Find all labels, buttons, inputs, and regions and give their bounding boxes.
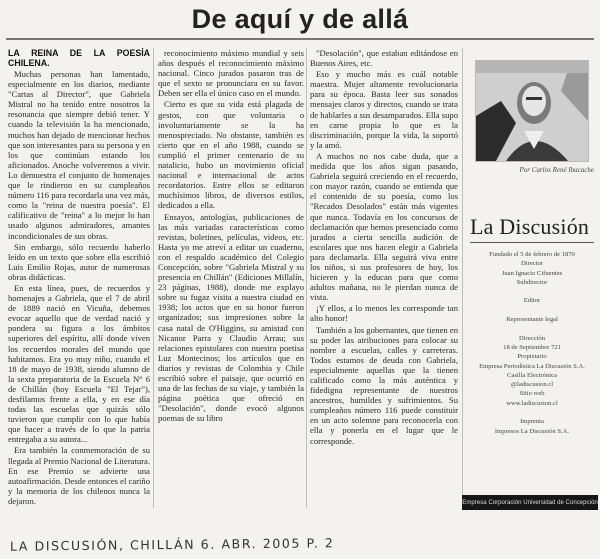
- info-line: Propietario: [517, 353, 547, 361]
- article-column-3: [310, 48, 458, 508]
- headline-rule: [6, 38, 594, 40]
- article-paragraph: Cierto es que su vida está plagada de gestos, con que voluntaria o involuntariamente se la ha menospreciado. No obstante, también es cierto que en el año 1988, cuando se cumplió el primer centenario de su natalicio, hubo un movimiento oficial nacional e internacional de actos recordatorios. Entre ellos se editaron muchísimos libros, de diversos estilos, dedicados a ella.: [158, 99, 304, 211]
- info-line: Representante legal: [506, 316, 558, 324]
- info-line: [468, 287, 596, 296]
- info-line: Dirección: [519, 334, 545, 342]
- info-line: Juan Ignacio Cifuentes: [501, 269, 563, 277]
- info-line: www.ladiscusion.cl: [506, 399, 558, 407]
- article-paragraph: Ensayos, antologías, publicaciones de las más variadas características como revistas, boletines, películas, videos, etc. Hasta yo me atreví a editar un cuaderno, con el respaldo académico del Colegio Concepción, sobre "Gabriela Mistral y su presencia en Chillán" (Ediciones Millalín, 23 páginas, 1988), donde me explayo sobre su fugaz visita a nuestra ciudad en 1938; los actos que en su honor fueron organizados; sus impresiones sobre la casa natal de O'Higgins, su amistad con Nicanor Parra y Claudio Arrau; sus relaciones epistolares con nuestra poetisa Luz Montecinos; los artículos que en diarios y revistas de Colombia y Chile escribió sobre el paisaje, que ocurrió en una de las fechas de su viaje, y también la página poética que ofreció en "Desolación", donde evocó algunos poemas de su libro: [158, 211, 304, 424]
- article-paragraph: "Desolación", que estaban editándose en Buenos Aires, etc.: [310, 48, 458, 69]
- info-line: [468, 306, 596, 315]
- handwritten-source-note: LA DISCUSIÓN, CHILLÁN 6. ABR. 2005 P. 2: [9, 535, 335, 554]
- info-line: [468, 324, 596, 333]
- info-line: Empresa Periodística La Discusión S.A.: [479, 362, 585, 370]
- info-line: Imprenta: [520, 418, 544, 426]
- article-column-2: [158, 48, 304, 508]
- page-headline: De aquí y de allá: [191, 4, 409, 34]
- info-line: [468, 408, 596, 417]
- newspaper-masthead: La Discusión: [470, 214, 590, 239]
- info-line: Fundado el 5 de febrero de 1870: [489, 251, 575, 258]
- info-line: 18 de Septiembre 721: [503, 343, 561, 351]
- author-portrait-image: [475, 60, 589, 162]
- masthead-rule: [470, 242, 594, 243]
- article-paragraph: A muchos no nos cabe duda, que a medida que los años sigan pasando, Gabriela seguirá creciendo en el recuerdo, con mayor razón, cuando se entienda que el contenido de su poesía, como los "Recados Desolados" están más vigentes que nunca. Todavía en los concursos de declamación que hemos presenciado como jurados a cierta sencilla audición de escolares que nos hacen elegir a Gabriela para declamarla. Ella seguirá viva entre los niños, si sus profesores de hoy, los hicieren y la educan para que como adultos mañana, no le pierdan nunca de vista.: [310, 150, 458, 303]
- column-divider: [462, 48, 463, 508]
- article-paragraph: Era también la conmemoración de su llegada al Premio Nacional de Literatura. En ese Premio se advierte una autoafirmación. Desde entonces el cariño y la memoria de los chilenos nunca la dejaron.: [8, 445, 150, 506]
- article-column-1: [8, 48, 150, 508]
- article-paragraph: ¡Y ellos, a lo menos les corresponde tan alto honor!: [310, 303, 458, 324]
- info-line: Editor: [523, 297, 541, 305]
- info-line: Subdirector: [516, 278, 548, 286]
- article-paragraph: reconocimiento máximo mundial y seis años después el reconocimiento máximo nacional. Cinco jurados pasaron tras de que el sexto se pronunciara en su favor. Deben ser ella el único caso en el mundo.: [158, 48, 304, 99]
- article-kicker: LA REINA DE LA POESÍA CHILENA.: [8, 48, 150, 68]
- column-divider: [153, 48, 154, 508]
- info-line: @ladiscusion.cl: [510, 381, 554, 389]
- masthead-info-block: [468, 250, 596, 482]
- article-paragraph: Muchas personas han lamentado, especialmente en los diarios, mediante "Cartas al Director", que Gabriela Mistral no ha tenido entre nosotros la resonancia que siempre debió tener. Y cuando la televisión la ha mencionado, muchos han dejado de mencionar hechos que son interesantes para su persona y en los que continúan estando los aficionados. Anoche volveremos a vivir. Lo demuestra el conjunto de homenajes que le rindieron en su cumpleaños número 116 para recordarla una vez más, como la "reina de nuestra poesía". El calificativo de "reina" a lo mejor lo han usado algunos admiradores, amantes incondicionales de sus obras.: [8, 69, 150, 241]
- photo-caption: Por Carlos René Ibacache: [519, 166, 594, 174]
- article-paragraph: Sin embargo, sólo recuerdo haberlo leído en un texto que sobre ella escribió Luis Emilio Rojas, autor de numerosas obras didácticas.: [8, 241, 150, 282]
- info-line: Director: [521, 260, 543, 268]
- info-line: Sitio web: [519, 390, 545, 398]
- info-line: Impresos La Discusión S.A.: [494, 427, 570, 435]
- portrait-illustration-icon: [476, 61, 588, 161]
- info-line: Casilla Electrónica: [507, 371, 557, 379]
- column-divider: [306, 48, 307, 508]
- article-paragraph: También a los gobernantes, que tienen en su poder las atribuciones para colocar su nombre a escuelas, calles y carreteras. Todos estamos de deuda con Gabriela, especialmente aquellas que la tienen calificado como la más auténtica y fidedigna representante de nuestros ancestros, humildes y sufrimientos. Su cumpleaños número 116 puede constituir en un acto solemne para reconocerla con ella y ponerla en el lugar que le corresponde.: [310, 324, 458, 446]
- publisher-bar: Empresa Corporación Universidad de Concepción: [462, 495, 598, 510]
- article-paragraph: En esta línea, pues, de recuerdos y homenajes a Gabriela, que el 7 de abril de 1889 nació en Vicuña, debemos evocar aquello que de verdad nació y pondera su figura a los ámbitos superiores del espíritu, allí donde viven los recuerdos morales del mundo que habitamos. Era yo muy niño, cuando el 18 de mayo de 1938, siendo alumno de la sexta preparatoria de la Escuela N° 6 de Chillán (hoy Escuela "El Tejar"), desfilamos frente a ella, y en ese día todas las escuelas que quizás sólo tuvieron que cumplir con lo que había que hacer a través de lo que la patria entregaba a su autora...: [8, 282, 150, 445]
- article-paragraph: Eso y mucho más es cuál notable maestra. Mujer altamente revolucionaria para su época. Basta leer sus sonados mensajes claros y directos, cuando se trata de hablarles a sus desamparados. Ella supo en carne propia lo que es la discriminación, porque la vida, la soportó y la amó.: [310, 69, 458, 150]
